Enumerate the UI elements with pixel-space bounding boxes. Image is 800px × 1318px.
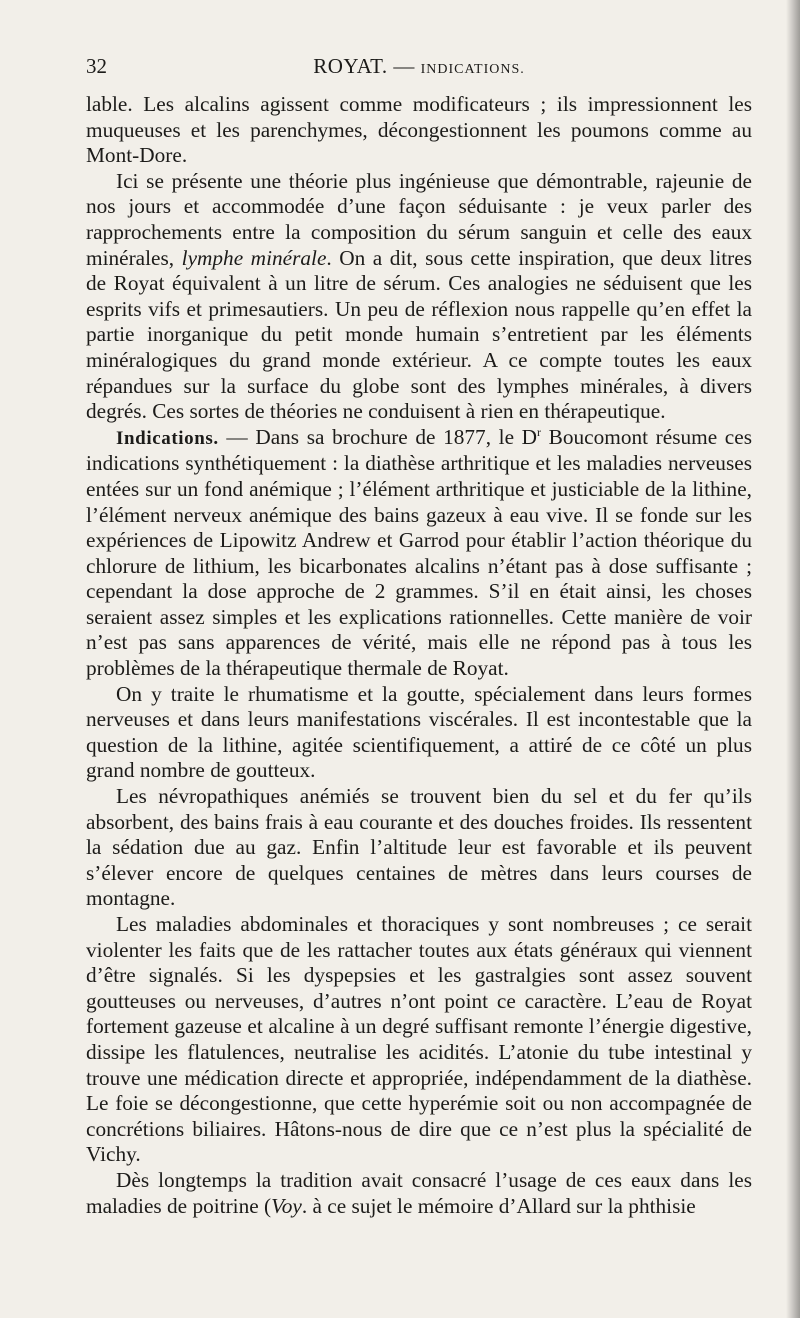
paragraph-2-text-b: . On a dit, sous cette inspiration, que deux litres de Royat équivalent à un litre de sérum. Ces analogies ne séduisent que les esprits vifs et primesautiers. Un peu de réflexion nous rappelle qu’en effet la partie inorganique du petit monde humain s’entretient par les éléments minéralogiques du grand monde extérieur. A ce compte toutes les eaux répandues sur la surface du globe sont des lymphes minérales, à divers degrés. Ces sortes de théories ne conduisent à rien en thérapeutique.: [86, 245, 753, 424]
paragraph-6: Les maladies abdominales et thoraciques y sont nombreuses ; ce serait violenter les faits que de les rattacher toutes aux états généraux qui viennent d’être signalés. Si les dyspepsies et les gastralgies sont assez souvent goutteuses ou nerveuses, d’autres n’ont point ce caractère. L’eau de Royat fortement gazeuse et alcaline à un degré suffisant remonte l’énergie digestive, dissipe les flatulences, neutralise les acidités. L’atonie du tube intestinal y trouve une médication directe et appropriée, indépendamment de la diathèse. Le foie se décongestionne, que cette hyperémie soit ou non accompagnée de concrétions biliaires. Hâtons-nous de dire que ce n’est plus la spécialité de Vichy.: [86, 912, 752, 1167]
running-head-dash: —: [393, 54, 415, 78]
body-text: [86, 92, 752, 1219]
paragraph-3-text-b: Boucomont résume ces indications synthétiquement : la diathèse arthritique et les maladies nerveuses entées sur un fond anémique ; l’élément arthritique et justiciable de la lithine, l’élément nerveux anémique des bains gazeux à eau vive. Il se fonde sur les expériences de Lipowitz Andrew et Garrod pour établir l’action théorique du chlorure de lithium, les bicarbonates alcalins n’étant pas à dose suffisante ; cependant la dose approche de 2 grammes. S’il en était ainsi, les choses seraient assez simples et les explications rationnelles. Cette manière de voir n’est pas sans apparences de vérité, mais elle ne répond pas à tous les problèmes de la thérapeutique thermale de Royat.: [86, 424, 753, 681]
page-number: 32: [86, 54, 107, 78]
running-title: ROYAT.: [313, 54, 388, 78]
paragraph-1: lable. Les alcalins agissent comme modificateurs ; ils impressionnent les muqueuses et les parenchymes, décongestionnent les poumons comme au Mont-Dore.: [86, 92, 752, 168]
paragraph-3: [86, 425, 752, 682]
paragraph-3-text-a: — Dans sa brochure de 1877, le D: [218, 424, 538, 449]
paragraph-7-text-b: . à ce sujet le mémoire d’Allard sur la phthisie: [301, 1193, 696, 1218]
page-header: [86, 50, 752, 86]
section-heading-indications: Indications.: [116, 427, 219, 449]
paragraph-4: On y traite le rhumatisme et la goutte, spécialement dans leurs formes nerveuses et dans leurs manifestations viscérales. Il est incontestable que la question de la lithine, agitée scientifiquement, a attiré de ce côté un plus grand nombre de goutteux.: [86, 681, 752, 783]
paragraph-5: Les névropathiques anémiés se trouvent bien du sel et du fer qu’ils absorbent, des bains frais à eau courante et des douches froides. Ils ressentent la sédation due au gaz. Enfin l’altitude leur est favorable et ils peuvent s’élever encore de quelques centaines de mètres dans leurs courses de montagne.: [86, 784, 752, 911]
paragraph-2-text-a: Ici se présente une théorie plus ingénieuse que démontrable, rajeunie de nos jours et accommodée d’une façon séduisante : je veux parler des rapprochements entre la composition du sérum sanguin et celle des eaux minérales,: [86, 168, 752, 270]
paragraph-7-text-a: Dès longtemps la tradition avait consacré l’usage de ces eaux dans les maladies de poitrine (: [86, 1167, 752, 1218]
page-edge-shadow: [786, 0, 800, 1318]
running-head-section: INDICATIONS.: [420, 62, 525, 77]
paragraph-3-superscript: r: [537, 424, 542, 439]
paragraph-7-italic: Voy: [271, 1193, 302, 1218]
paragraph-2-italic: lymphe minérale: [181, 245, 327, 270]
book-page: [86, 50, 752, 1219]
running-head: [86, 54, 752, 79]
paragraph-2: [86, 169, 752, 425]
paragraph-7: [86, 1168, 752, 1219]
